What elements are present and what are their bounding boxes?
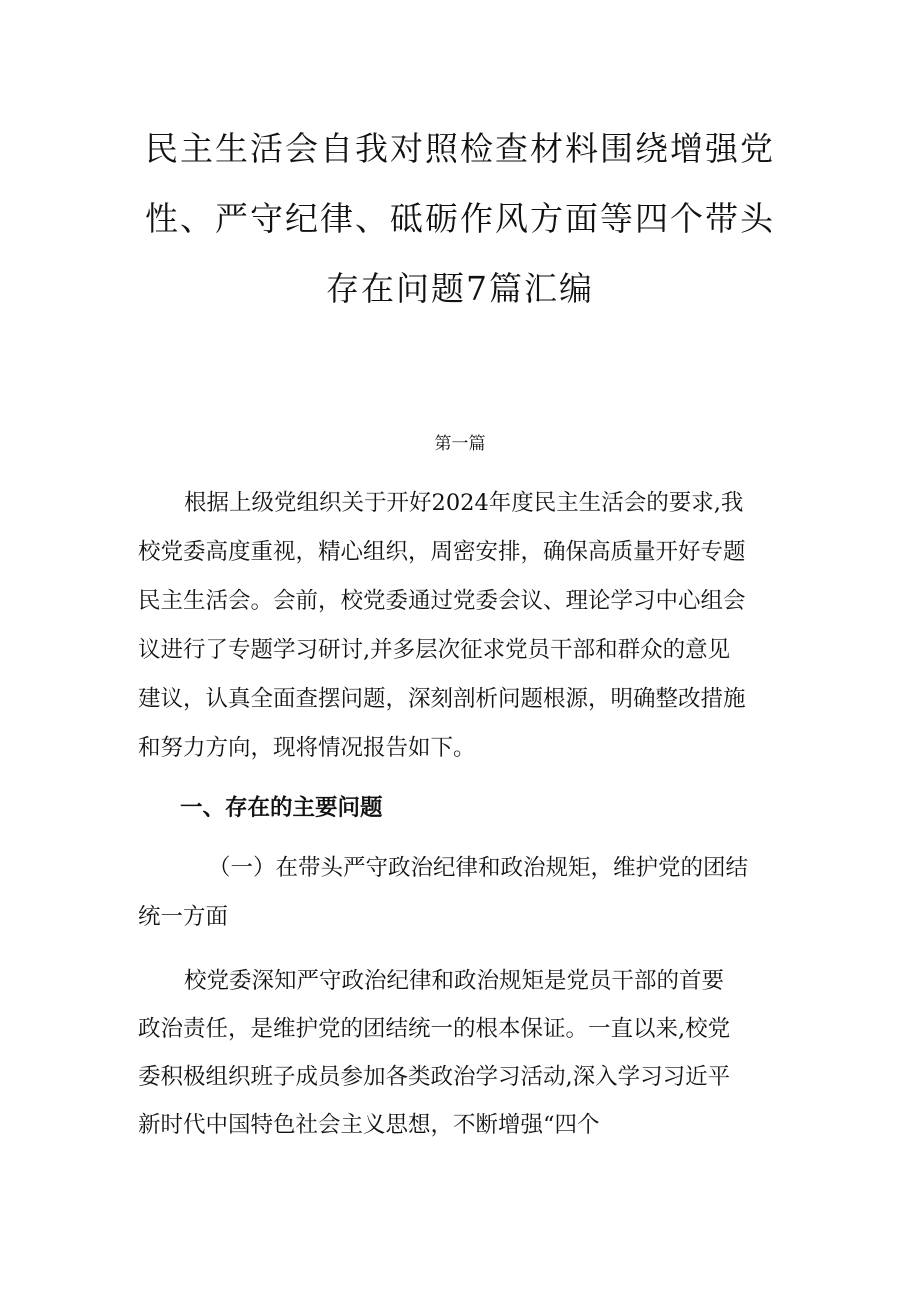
paragraph-1-line-6: 和努力方向，现将情况报告如下。 bbox=[138, 735, 476, 761]
document-title-line-1: 民主生活会自我对照检查材料围绕增强党 bbox=[145, 129, 775, 168]
document-title-line-3: 存在问题7篇汇编 bbox=[326, 269, 594, 308]
paragraph-1-line-3: 民主生活会。会前，校党委通过党委会议、理论学习中心组会 bbox=[138, 588, 746, 614]
paragraph-1-line-5: 建议，认真全面查摆问题，深刻剖析问题根源，明确整改措施 bbox=[138, 686, 746, 712]
subheading-1-line-2: 统一方面 bbox=[138, 904, 229, 930]
paragraph-1-line-4: 议进行了专题学习研讨,并多层次征求党员干部和群众的意见 bbox=[138, 637, 731, 663]
document-title-line-2: 性、严守纪律、砥砺作风方面等四个带头 bbox=[145, 199, 775, 238]
section-heading-1: 一、存在的主要问题 bbox=[180, 795, 383, 821]
paragraph-1-line-2: 校党委高度重视，精心组织，周密安排，确保高质量开好专题 bbox=[138, 539, 746, 565]
paragraph-1-line-1: 根据上级党组织关于开好2024年度民主生活会的要求,我 bbox=[184, 490, 744, 516]
paragraph-2-line-1: 校党委深知严守政治纪律和政治规矩是党员干部的首要 bbox=[184, 968, 725, 994]
paragraph-2-line-3: 委积极组织班子成员参加各类政治学习活动,深入学习习近平 bbox=[138, 1064, 731, 1090]
subheading-1-line-1: （一）在带头严守政治纪律和政治规矩，维护党的团结 bbox=[208, 855, 749, 881]
paragraph-2-line-4: 新时代中国特色社会主义思想，不断增强“四个 bbox=[138, 1112, 600, 1138]
paragraph-2-line-2: 政治责任，是维护党的团结统一的根本保证。一直以来,校党 bbox=[138, 1016, 731, 1042]
section-label: 第一篇 bbox=[434, 434, 486, 454]
